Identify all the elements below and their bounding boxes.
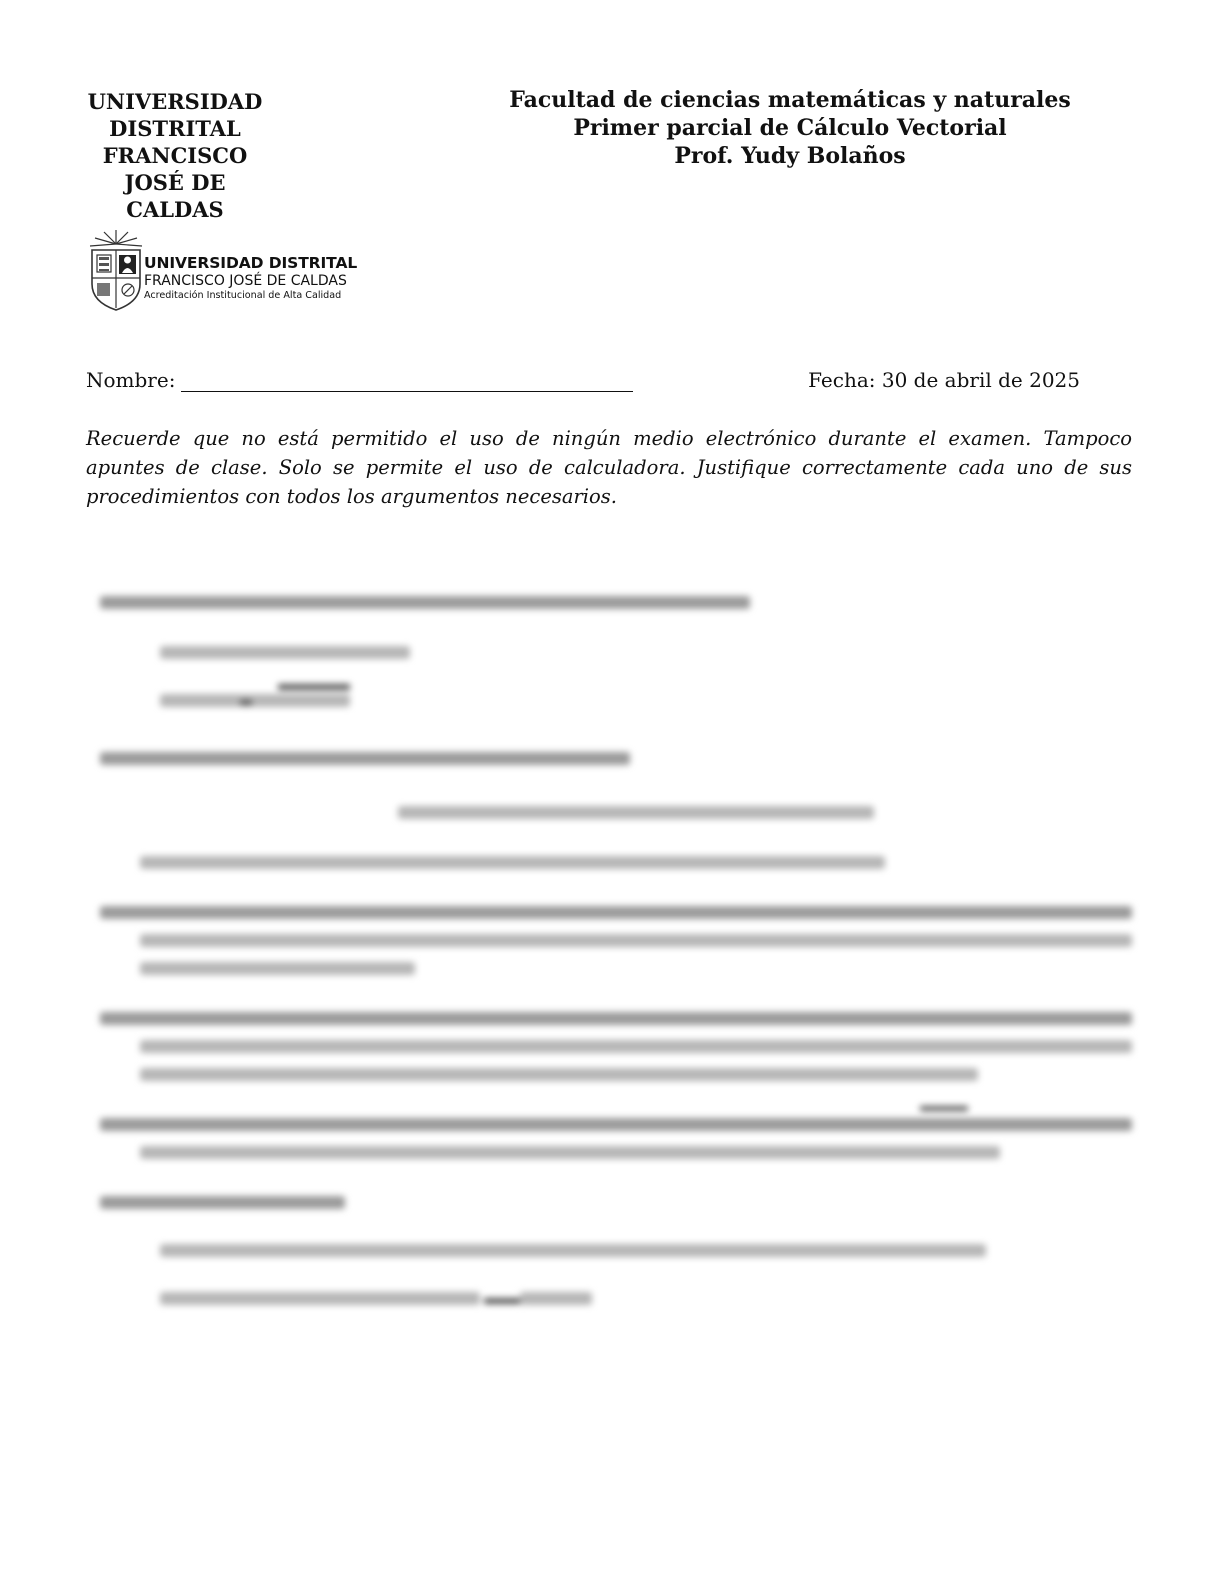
blurred-line <box>100 752 630 765</box>
university-seal-icon <box>86 228 146 312</box>
name-field <box>86 368 633 392</box>
blurred-line <box>100 1118 1132 1131</box>
exam-instructions: Recuerde que no está permitido el uso de ningún medio electrónico durante el examen. Tampoco apuntes de clase. Solo se permite el uso de calculadora. Justifique correctamente cada uno de sus procedimientos con todos los argumentos necesarios. <box>86 427 1132 508</box>
blurred-root-bar <box>920 1106 968 1111</box>
blurred-line <box>140 934 1132 947</box>
exam-date: Fecha: 30 de abril de 2025 <box>808 368 1080 392</box>
blurred-line <box>100 596 750 609</box>
logo-text <box>144 254 357 301</box>
professor-name: Prof. Yudy Bolaños <box>674 143 906 169</box>
faculty-title: Facultad de ciencias matemáticas y naturales <box>509 87 1071 113</box>
university-name-line: CALDAS <box>126 197 224 222</box>
blurred-root-bar <box>278 684 350 690</box>
exam-title: Primer parcial de Cálculo Vectorial <box>573 115 1007 141</box>
blurred-line <box>520 1292 592 1305</box>
blurred-fraction-bar <box>484 1298 520 1304</box>
blurred-line <box>160 694 350 707</box>
university-name-line: FRANCISCO <box>102 143 248 168</box>
blurred-line <box>140 1040 1132 1053</box>
blurred-line <box>160 1292 480 1305</box>
name-label: Nombre: <box>86 368 176 392</box>
blurred-line <box>140 962 415 975</box>
blurred-line <box>140 856 885 869</box>
blurred-line <box>140 1146 1000 1159</box>
university-name <box>80 88 270 223</box>
blurred-line <box>100 1196 345 1209</box>
blurred-line <box>100 1012 1132 1025</box>
university-logo <box>86 228 356 312</box>
logo-title: UNIVERSIDAD DISTRITAL <box>144 254 358 272</box>
name-blank-line[interactable] <box>181 371 633 392</box>
blurred-line <box>100 906 1132 919</box>
blurred-line <box>398 806 874 819</box>
blurred-line <box>160 646 410 659</box>
blurred-line <box>140 1068 978 1081</box>
logo-accreditation: Acreditación Institucional de Alta Calidad <box>144 290 342 301</box>
exam-header <box>460 86 1120 170</box>
university-name-line: DISTRITAL <box>109 116 241 141</box>
university-name-line: UNIVERSIDAD <box>87 89 263 114</box>
university-name-line: JOSÉ DE <box>124 170 226 195</box>
logo-subtitle: FRANCISCO JOSÉ DE CALDAS <box>144 273 347 289</box>
blurred-fraction-bar <box>240 700 252 705</box>
blurred-line <box>160 1244 986 1257</box>
